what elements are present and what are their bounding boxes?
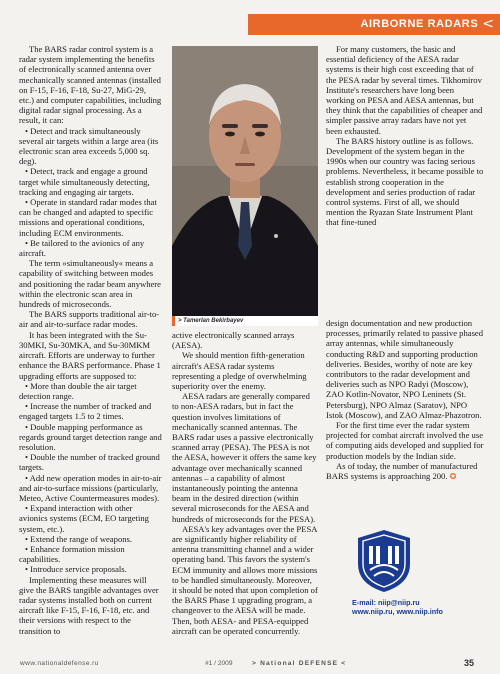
paragraph: The term »simultaneously« means a capability of switching between modes and positioning the radar beam anywhere within the electronic scan area in hundreds of microseconds. <box>19 258 161 310</box>
paragraph: design documentation and new production processes, primarily related to passive phased array antennas, while simultaneously conducting R&D and supporting production deliveries. Besides, worthy of note are key contributors to the radar development and deliveries such as NPO Radyi (Moscow), ZAO Kotlin-Novator, NPO Leninets (St. Petersburg), NPO Almaz (Saratov), NPO Istok (Moscow), and ZAO Almaz-Phazotron. <box>326 318 484 420</box>
section-title: AIRBORNE RADARS <box>360 18 479 30</box>
bullet-item: • Double the number of tracked ground targets. <box>19 452 160 473</box>
bullet-item: • Extend the range of weapons. <box>25 533 133 544</box>
paragraph: The BARS history outline is as follows. Development of the system began in the 1990s when our country was facing serious problems. Nevertheless, it became possible to establish strong cooperation in the development and series production of radar control systems. First of all, we should mention the Ryazan State Instrument Plant that fine-tuned <box>326 135 484 228</box>
bullet-item: • Double mapping performance as regards ground target detection range and resolution. <box>19 421 162 452</box>
footer-issue: #1 / 2009 <box>205 660 233 667</box>
contact-web[interactable]: www.niip.ru, www.niip.info <box>352 607 443 616</box>
contact-email[interactable]: E-mail: niip@niip.ru <box>352 598 420 607</box>
niip-logo-icon <box>356 528 412 594</box>
text-column-1 <box>19 44 162 636</box>
paragraph: AESA radars are generally compared to non-AESA radars, but in fact the question involves limitations of mechanically scanned antennas. The BARS radar uses a passive electronically scanned array (PESA). The PESA is not the AESA, however it offers the same key advantage over mechanically scanned antennas – a capability of almost instantaneously pointing the antenna beam in the desired direction (within several microseconds for the AESA and hundreds of microseconds for the PESA). <box>172 391 317 524</box>
text-column-3 <box>326 44 484 228</box>
paragraph: AESA's key advantages over the PESA are significantly higher reliability of antenna transmitting channel and a wider operating band. This favors the system's ECM immunity and allows more missions to be handled simultaneously. Moreover, it should be noted that upon completion of the BARS Phase 1 upgrading program, a changeover to the AESA will be made. Then, both AESA- and PESA-equipped aircraft can be operated concurrently. <box>172 523 318 636</box>
portrait-illustration <box>172 46 318 316</box>
footer-magazine: > National DEFENSE < <box>252 660 347 667</box>
bullet-item: • Detect, track and engage a ground target while simultaneously detecting, tracking and engaging air targets. <box>19 166 150 197</box>
photo-caption: > Tamerlan Bekirbayev <box>178 318 244 324</box>
paragraph <box>326 461 486 482</box>
section-header <box>248 14 500 34</box>
paragraph: active electronically scanned arrays (AESA). <box>172 330 295 351</box>
page-footer <box>0 658 500 672</box>
paragraph: For many customers, the basic and essential deficiency of the AESA radar systems is their high cost exceeding that of the PESA radar by several times. Tikhomirov Institute's researchers have long been working on PESA and AESA antennas, but they think that the capabilities of cheaper and simpler passive array radars have not yet been exhausted. <box>326 44 483 136</box>
footer-url[interactable]: www.nationaldefense.ru <box>20 660 99 667</box>
paragraph: The BARS supports traditional air-to-air and air-to-surface radar modes. <box>19 309 160 330</box>
paragraph: It has been integrated with the Su-30MKI, Su-30MKA, and Su-30MKM aircraft. Efforts are underway to further enhance the BARS performance. Phase 1 upgrading efforts are supposed to: <box>19 329 161 381</box>
page-number: 35 <box>464 658 475 668</box>
bullet-item: • Be tailored to the avionics of any aircraft. <box>19 237 145 259</box>
end-mark-icon: ✪ <box>449 472 457 482</box>
bullet-item: • Add new operation modes in air-to-air and air-to-surface missions (particularly, Meteo, Active Countermeasures modes). <box>19 472 162 503</box>
photo-caption-bar <box>172 316 318 326</box>
bullet-item: • Enhance formation mission capabilities. <box>19 543 125 565</box>
bullet-item: • Operate in standard radar modes that can be changed and adapted to specific missions and operational conditions, including ECM environments. <box>19 197 157 238</box>
text-column-2 <box>172 330 318 636</box>
chevron-left-icon: < <box>482 16 494 32</box>
paragraph: We should mention fifth-generation aircraft's AESA radar systems representing a pledge of overwhelming superiority over the enemy. <box>172 350 307 392</box>
paragraph: Implementing these measures will give the BARS tangible advantages over radar systems installed both on current aircraft like F-15, F-16, F-18, etc. and their versions with respect to the transition to <box>19 574 159 636</box>
bullet-item: • Introduce service proposals. <box>25 564 127 575</box>
closing-text: As of today, the number of manufactured BARS systems is approaching 200. <box>326 460 478 482</box>
bullet-item: • Detect and track simultaneously several air targets within a large area (its electronic scan area exceeds 5,000 sq. deg). <box>19 125 159 167</box>
bullet-item: • More than double the air target detection range. <box>19 380 137 401</box>
bullet-item: • Increase the number of tracked and engaged targets 1.5 to 2 times. <box>19 401 152 422</box>
paragraph: For the first time ever the radar system projected for combat aircraft involved the use of computing aids developed and supplied for production models by the Indian side. <box>326 420 484 461</box>
contact-block <box>352 598 443 616</box>
text-column-3-lower <box>326 318 486 482</box>
bullet-item: • Expand interaction with other avionics systems (ECM, EO targeting system, etc.). <box>19 503 149 534</box>
paragraph: The BARS radar control system is a radar system implementing the benefits of electronically scanned antenna over mechanically scanned antennas (installed on F-15, F-16, F-18, Su-27, MiG-29, etc.) and computer capabilities, including digital radar signal processing. As a result, it can: <box>19 44 162 126</box>
header-rule <box>248 34 500 35</box>
portrait-photo <box>172 46 318 316</box>
